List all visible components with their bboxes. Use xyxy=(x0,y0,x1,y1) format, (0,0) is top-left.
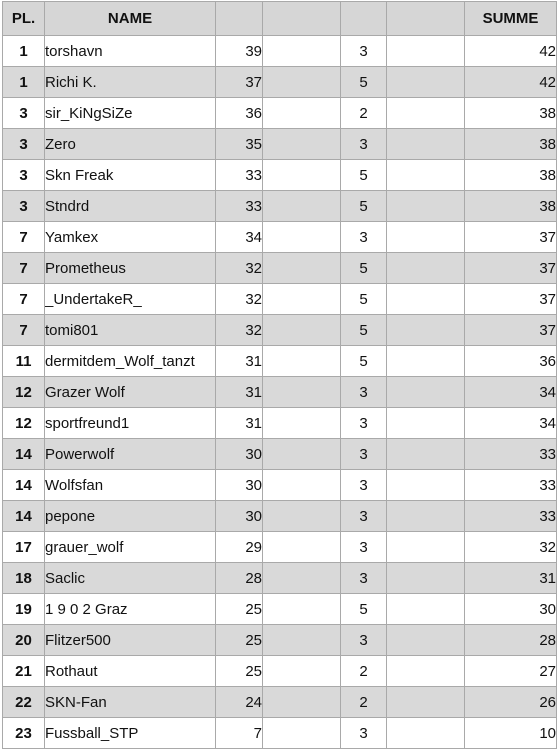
table-row xyxy=(3,36,557,67)
table-row xyxy=(3,67,557,98)
cell-points-a: 32 xyxy=(216,253,263,284)
cell-name: sir_KiNgSiZe xyxy=(45,98,216,129)
cell-name: _UndertakeR_ xyxy=(45,284,216,315)
cell-place: 14 xyxy=(3,501,45,532)
cell-points-a: 37 xyxy=(216,67,263,98)
cell-points-c: 3 xyxy=(341,501,387,532)
cell-blank-b xyxy=(263,501,341,532)
cell-points-a: 36 xyxy=(216,98,263,129)
cell-place: 23 xyxy=(3,718,45,749)
cell-blank-b xyxy=(263,408,341,439)
cell-name: Wolfsfan xyxy=(45,470,216,501)
cell-place: 3 xyxy=(3,98,45,129)
header-column-3 xyxy=(216,2,263,36)
header-column-5 xyxy=(341,2,387,36)
cell-name: sportfreund1 xyxy=(45,408,216,439)
table-row xyxy=(3,408,557,439)
cell-place: 3 xyxy=(3,129,45,160)
cell-points-a: 24 xyxy=(216,687,263,718)
table-row xyxy=(3,532,557,563)
cell-name: pepone xyxy=(45,501,216,532)
cell-points-c: 3 xyxy=(341,36,387,67)
cell-points-a: 31 xyxy=(216,377,263,408)
cell-blank-d xyxy=(387,501,465,532)
cell-blank-d xyxy=(387,129,465,160)
cell-blank-d xyxy=(387,191,465,222)
cell-blank-b xyxy=(263,222,341,253)
cell-points-c: 2 xyxy=(341,656,387,687)
table-row xyxy=(3,346,557,377)
table-row xyxy=(3,718,557,749)
table-row xyxy=(3,253,557,284)
cell-blank-b xyxy=(263,656,341,687)
cell-name: Yamkex xyxy=(45,222,216,253)
cell-blank-d xyxy=(387,563,465,594)
cell-blank-d xyxy=(387,222,465,253)
cell-sum: 33 xyxy=(465,439,557,470)
table-row xyxy=(3,501,557,532)
cell-points-a: 30 xyxy=(216,501,263,532)
cell-blank-b xyxy=(263,687,341,718)
cell-points-a: 25 xyxy=(216,656,263,687)
cell-sum: 10 xyxy=(465,718,557,749)
cell-points-a: 25 xyxy=(216,625,263,656)
cell-blank-d xyxy=(387,594,465,625)
table-row xyxy=(3,129,557,160)
cell-points-a: 32 xyxy=(216,284,263,315)
cell-points-c: 5 xyxy=(341,191,387,222)
cell-name: Skn Freak xyxy=(45,160,216,191)
cell-blank-b xyxy=(263,346,341,377)
cell-blank-d xyxy=(387,98,465,129)
cell-blank-b xyxy=(263,36,341,67)
cell-blank-d xyxy=(387,687,465,718)
cell-place: 7 xyxy=(3,315,45,346)
cell-name: Zero xyxy=(45,129,216,160)
cell-blank-d xyxy=(387,625,465,656)
cell-name: Grazer Wolf xyxy=(45,377,216,408)
cell-blank-b xyxy=(263,625,341,656)
cell-points-c: 3 xyxy=(341,222,387,253)
cell-name: dermitdem_Wolf_tanzt xyxy=(45,346,216,377)
cell-points-c: 5 xyxy=(341,160,387,191)
cell-points-a: 32 xyxy=(216,315,263,346)
cell-place: 7 xyxy=(3,253,45,284)
cell-sum: 34 xyxy=(465,377,557,408)
cell-name: Flitzer500 xyxy=(45,625,216,656)
cell-points-c: 5 xyxy=(341,346,387,377)
table-row xyxy=(3,687,557,718)
cell-place: 21 xyxy=(3,656,45,687)
table-row xyxy=(3,377,557,408)
cell-blank-b xyxy=(263,594,341,625)
table-row xyxy=(3,191,557,222)
header-column-4 xyxy=(263,2,341,36)
cell-sum: 27 xyxy=(465,656,557,687)
cell-place: 22 xyxy=(3,687,45,718)
cell-name: SKN-Fan xyxy=(45,687,216,718)
cell-points-c: 5 xyxy=(341,284,387,315)
cell-points-c: 3 xyxy=(341,470,387,501)
cell-name: Fussball_STP xyxy=(45,718,216,749)
cell-place: 19 xyxy=(3,594,45,625)
cell-points-a: 28 xyxy=(216,563,263,594)
cell-place: 11 xyxy=(3,346,45,377)
cell-name: Richi K. xyxy=(45,67,216,98)
cell-blank-b xyxy=(263,470,341,501)
cell-blank-b xyxy=(263,98,341,129)
cell-points-a: 30 xyxy=(216,439,263,470)
cell-points-c: 3 xyxy=(341,625,387,656)
table-row xyxy=(3,470,557,501)
cell-blank-b xyxy=(263,191,341,222)
cell-name: 1 9 0 2 Graz xyxy=(45,594,216,625)
header-row xyxy=(3,2,557,36)
cell-points-c: 3 xyxy=(341,532,387,563)
ranking-table xyxy=(2,1,557,749)
cell-points-c: 3 xyxy=(341,718,387,749)
table-body xyxy=(3,36,557,749)
cell-points-c: 3 xyxy=(341,563,387,594)
cell-sum: 38 xyxy=(465,98,557,129)
cell-sum: 42 xyxy=(465,67,557,98)
cell-place: 1 xyxy=(3,67,45,98)
cell-points-a: 35 xyxy=(216,129,263,160)
cell-blank-b xyxy=(263,284,341,315)
cell-name: Stndrd xyxy=(45,191,216,222)
table-row xyxy=(3,625,557,656)
cell-blank-b xyxy=(263,439,341,470)
cell-blank-b xyxy=(263,563,341,594)
cell-place: 14 xyxy=(3,439,45,470)
cell-blank-d xyxy=(387,67,465,98)
cell-place: 12 xyxy=(3,377,45,408)
cell-blank-d xyxy=(387,253,465,284)
cell-name: Saclic xyxy=(45,563,216,594)
cell-sum: 34 xyxy=(465,408,557,439)
cell-points-a: 29 xyxy=(216,532,263,563)
cell-sum: 32 xyxy=(465,532,557,563)
table-row xyxy=(3,284,557,315)
cell-place: 18 xyxy=(3,563,45,594)
cell-place: 3 xyxy=(3,160,45,191)
cell-sum: 36 xyxy=(465,346,557,377)
cell-blank-d xyxy=(387,656,465,687)
table-row xyxy=(3,563,557,594)
cell-points-c: 3 xyxy=(341,408,387,439)
cell-blank-d xyxy=(387,718,465,749)
cell-place: 20 xyxy=(3,625,45,656)
header-place: PL. xyxy=(3,2,45,36)
table-header xyxy=(3,2,557,36)
cell-place: 7 xyxy=(3,284,45,315)
cell-blank-d xyxy=(387,160,465,191)
cell-blank-b xyxy=(263,129,341,160)
cell-blank-b xyxy=(263,160,341,191)
cell-points-a: 33 xyxy=(216,160,263,191)
cell-blank-b xyxy=(263,253,341,284)
table-row xyxy=(3,222,557,253)
cell-blank-b xyxy=(263,532,341,563)
cell-points-a: 39 xyxy=(216,36,263,67)
cell-blank-d xyxy=(387,532,465,563)
table-row xyxy=(3,98,557,129)
cell-sum: 37 xyxy=(465,222,557,253)
cell-points-c: 3 xyxy=(341,439,387,470)
cell-name: grauer_wolf xyxy=(45,532,216,563)
cell-blank-d xyxy=(387,408,465,439)
header-column-6 xyxy=(387,2,465,36)
table-row xyxy=(3,315,557,346)
cell-blank-d xyxy=(387,377,465,408)
cell-blank-d xyxy=(387,346,465,377)
cell-points-c: 5 xyxy=(341,594,387,625)
cell-points-a: 30 xyxy=(216,470,263,501)
cell-place: 12 xyxy=(3,408,45,439)
cell-blank-d xyxy=(387,315,465,346)
cell-sum: 37 xyxy=(465,284,557,315)
cell-sum: 33 xyxy=(465,470,557,501)
cell-place: 1 xyxy=(3,36,45,67)
cell-blank-b xyxy=(263,377,341,408)
cell-blank-b xyxy=(263,315,341,346)
cell-name: torshavn xyxy=(45,36,216,67)
cell-sum: 26 xyxy=(465,687,557,718)
cell-points-a: 31 xyxy=(216,346,263,377)
cell-points-c: 5 xyxy=(341,67,387,98)
cell-points-c: 2 xyxy=(341,687,387,718)
cell-blank-d xyxy=(387,439,465,470)
cell-sum: 33 xyxy=(465,501,557,532)
cell-blank-d xyxy=(387,284,465,315)
header-sum: SUMME xyxy=(465,2,557,36)
cell-sum: 38 xyxy=(465,129,557,160)
table-row xyxy=(3,656,557,687)
cell-place: 14 xyxy=(3,470,45,501)
cell-name: tomi801 xyxy=(45,315,216,346)
table-row xyxy=(3,594,557,625)
cell-points-a: 31 xyxy=(216,408,263,439)
cell-sum: 37 xyxy=(465,253,557,284)
cell-points-c: 5 xyxy=(341,253,387,284)
cell-name: Rothaut xyxy=(45,656,216,687)
cell-points-c: 3 xyxy=(341,377,387,408)
cell-blank-d xyxy=(387,36,465,67)
cell-place: 17 xyxy=(3,532,45,563)
cell-points-c: 3 xyxy=(341,129,387,160)
cell-place: 3 xyxy=(3,191,45,222)
cell-sum: 31 xyxy=(465,563,557,594)
cell-name: Prometheus xyxy=(45,253,216,284)
cell-sum: 28 xyxy=(465,625,557,656)
header-name: NAME xyxy=(45,2,216,36)
cell-points-c: 2 xyxy=(341,98,387,129)
cell-sum: 38 xyxy=(465,191,557,222)
cell-sum: 30 xyxy=(465,594,557,625)
cell-points-a: 33 xyxy=(216,191,263,222)
cell-blank-d xyxy=(387,470,465,501)
cell-blank-b xyxy=(263,718,341,749)
cell-sum: 42 xyxy=(465,36,557,67)
cell-sum: 37 xyxy=(465,315,557,346)
cell-points-a: 34 xyxy=(216,222,263,253)
cell-place: 7 xyxy=(3,222,45,253)
cell-sum: 38 xyxy=(465,160,557,191)
cell-blank-b xyxy=(263,67,341,98)
cell-points-a: 7 xyxy=(216,718,263,749)
table-row xyxy=(3,439,557,470)
cell-name: Powerwolf xyxy=(45,439,216,470)
cell-points-a: 25 xyxy=(216,594,263,625)
cell-points-c: 5 xyxy=(341,315,387,346)
table-row xyxy=(3,160,557,191)
